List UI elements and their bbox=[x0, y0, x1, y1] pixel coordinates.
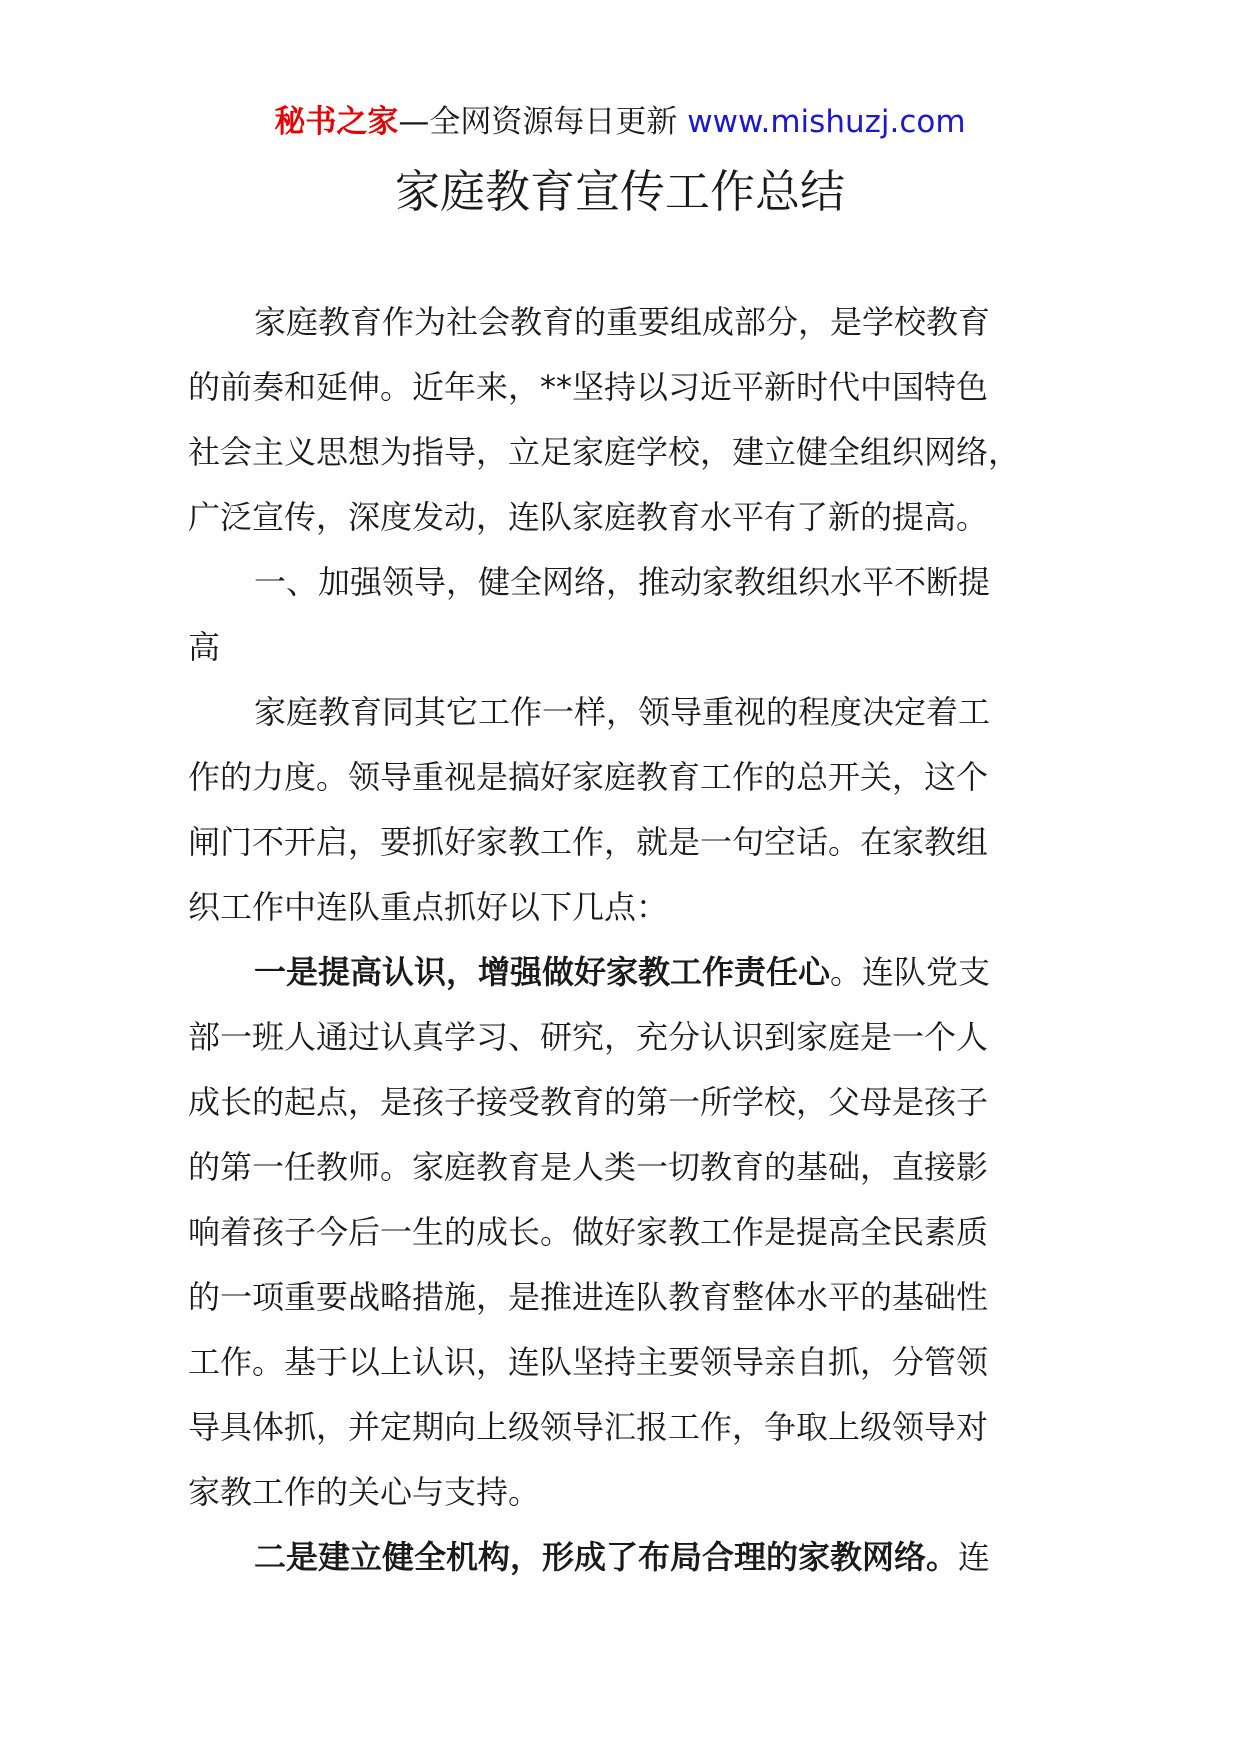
section-heading-line: 高 bbox=[188, 628, 221, 666]
document-body bbox=[188, 290, 1024, 1590]
paragraph-line: 家庭教育同其它工作一样，领导重视的程度决定着工 bbox=[254, 693, 991, 731]
site-url-link[interactable]: www.mishuzj.com bbox=[687, 104, 966, 140]
paragraph-line bbox=[188, 940, 1024, 1005]
paragraph-line: 织工作中连队重点抓好以下几点： bbox=[188, 888, 669, 926]
brand-name: 秘书之家 bbox=[274, 104, 399, 140]
paragraph-line: 部一班人通过认真学习、研究，充分认识到家庭是一个人 bbox=[188, 1018, 989, 1056]
paragraph-line: 工作。基于以上认识，连队坚持主要领导亲自抓，分管领 bbox=[188, 1343, 989, 1381]
paragraph-line: 家教工作的关心与支持。 bbox=[188, 1473, 541, 1511]
paragraph-text: 。连队党支 bbox=[830, 953, 991, 991]
bold-lead-phrase: 一是提高认识，增强做好家教工作责任心 bbox=[254, 953, 831, 991]
header-slogan: —全网资源每日更新 bbox=[398, 104, 688, 140]
paragraph-line: 社会主义思想为指导，立足家庭学校，建立健全组织网络， bbox=[188, 433, 1021, 471]
paragraph-line: 成长的起点，是孩子接受教育的第一所学校，父母是孩子 bbox=[188, 1083, 989, 1121]
paragraph-line bbox=[188, 1525, 1024, 1590]
paragraph-line: 的第一任教师。家庭教育是人类一切教育的基础，直接影 bbox=[188, 1148, 989, 1186]
bold-lead-phrase: 二是建立健全机构，形成了布局合理的家教网络。 bbox=[254, 1538, 959, 1576]
section-heading-line: 一、加强领导，健全网络，推动家教组织水平不断提 bbox=[254, 563, 991, 601]
paragraph-text: 连 bbox=[958, 1538, 991, 1576]
paragraph-line: 广泛宣传，深度发动，连队家庭教育水平有了新的提高。 bbox=[188, 498, 989, 536]
site-header bbox=[0, 100, 1240, 144]
document-title: 家庭教育宣传工作总结 bbox=[394, 165, 845, 218]
paragraph-line: 的前奏和延伸。近年来，**坚持以习近平新时代中国特色 bbox=[188, 368, 989, 406]
paragraph-line: 作的力度。领导重视是搞好家庭教育工作的总开关，这个 bbox=[188, 758, 989, 796]
paragraph-line: 闸门不开启，要抓好家教工作，就是一句空话。在家教组 bbox=[188, 823, 989, 861]
paragraph-line: 的一项重要战略措施，是推进连队教育整体水平的基础性 bbox=[188, 1278, 989, 1316]
paragraph-line: 导具体抓，并定期向上级领导汇报工作，争取上级领导对 bbox=[188, 1408, 989, 1446]
paragraph-line: 家庭教育作为社会教育的重要组成部分，是学校教育 bbox=[254, 303, 991, 341]
paragraph-line: 响着孩子今后一生的成长。做好家教工作是提高全民素质 bbox=[188, 1213, 989, 1251]
